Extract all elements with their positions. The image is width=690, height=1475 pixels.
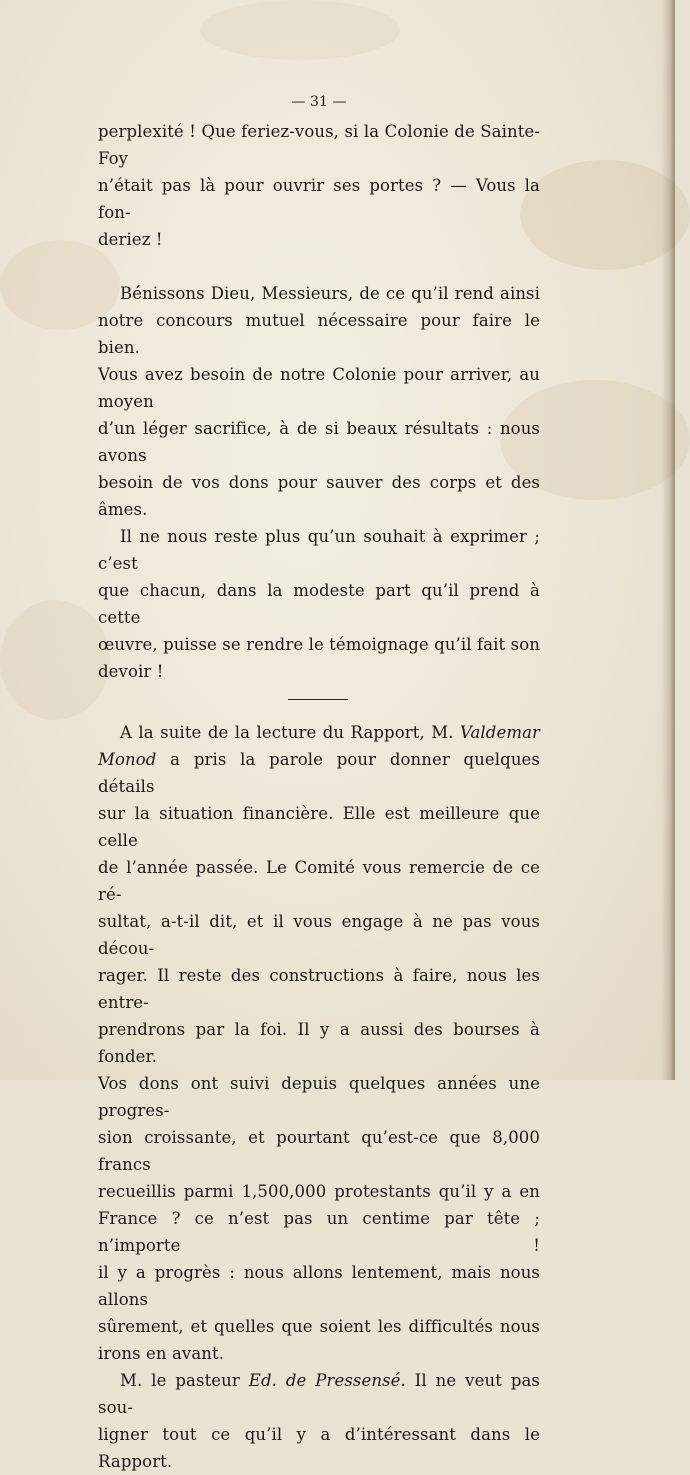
page-number: — 31 — — [291, 94, 347, 110]
divider-rule — [288, 699, 348, 700]
text-line: de l’année passée. Le Comité vous remercie de ce ré- — [98, 858, 540, 904]
text-line: irons en avant. — [98, 1344, 225, 1363]
text-span: a pris la parole pour donner quelques détails — [98, 750, 540, 796]
text-line: d’un léger sacrifice, à de si beaux résultats : nous avons — [98, 419, 540, 465]
text-line: deriez ! — [98, 230, 163, 249]
text-line: Il ne nous reste plus qu’un souhait à exprimer ; c’est — [98, 527, 540, 573]
page-edge-shadow — [661, 0, 675, 1080]
paragraph-gap — [98, 253, 540, 280]
text-line: Vous avez besoin de notre Colonie pour arriver, au moyen — [98, 365, 540, 411]
text-line: Bénissons Dieu, Messieurs, de ce qu’il rend ainsi — [120, 284, 540, 303]
paragraph-2 — [98, 280, 540, 523]
text-line: sion croissante, et pourtant qu’est-ce que 8,000 francs — [98, 1128, 540, 1174]
text-line: rager. Il reste des constructions à faire, nous les entre- — [98, 966, 540, 1012]
text-line: sûrement, et quelles que soient les difficultés nous — [98, 1317, 540, 1336]
water-stain — [200, 0, 400, 60]
text-line: Vos dons ont suivi depuis quelques années une progres- — [98, 1074, 540, 1120]
text-line: notre concours mutuel nécessaire pour faire le bien. — [98, 311, 540, 357]
text-line: ligner tout ce qu’il y a d’intéressant dans le Rapport. — [98, 1425, 540, 1471]
text-line — [98, 1367, 540, 1421]
text-line: sur la situation financière. Elle est meilleure que celle — [98, 804, 540, 850]
text-line: il y a progrès : nous allons lentement, mais nous allons — [98, 1263, 540, 1309]
text-line: recueillis parmi 1,500,000 protestants qu’il y a en — [98, 1182, 540, 1201]
text-line: œuvre, puisse se rendre le témoignage qu’il fait son — [98, 635, 540, 654]
text-span: M. le pasteur — [120, 1371, 240, 1390]
text-line: France ? ce n’est pas un centime par tête ; n’importe ! — [98, 1209, 540, 1255]
paragraph-4 — [98, 719, 540, 1367]
paragraph-3 — [98, 523, 540, 685]
section-divider — [98, 685, 540, 719]
text-line: besoin de vos dons pour sauver des corps et des âmes. — [98, 473, 540, 519]
paragraph-5 — [98, 1367, 540, 1475]
text-line — [98, 719, 540, 746]
text-line: que chacun, dans la modeste part qu’il prend à cette — [98, 581, 540, 627]
person-name: Ed. de Pressensé. — [248, 1371, 406, 1390]
person-name: Monod — [98, 750, 157, 769]
text-line — [98, 746, 540, 800]
text-line: devoir ! — [98, 662, 164, 681]
water-stain — [0, 600, 110, 720]
paragraph-1 — [98, 118, 540, 253]
text-line: perplexité ! Que feriez-vous, si la Colonie de Sainte-Foy — [98, 122, 540, 168]
page-text — [98, 86, 540, 1475]
text-line: prendrons par la foi. Il y a aussi des bourses à fonder. — [98, 1020, 540, 1066]
text-line: sultat, a-t-il dit, et il vous engage à ne pas vous décou- — [98, 912, 540, 958]
text-line: n’était pas là pour ouvrir ses portes ? — Vous la fon- — [98, 176, 540, 222]
text-span: A la suite de la lecture du Rapport, M. — [120, 723, 454, 742]
person-name: Valdemar — [459, 723, 540, 742]
text-span: Il ne veut pas sou- — [98, 1371, 540, 1417]
